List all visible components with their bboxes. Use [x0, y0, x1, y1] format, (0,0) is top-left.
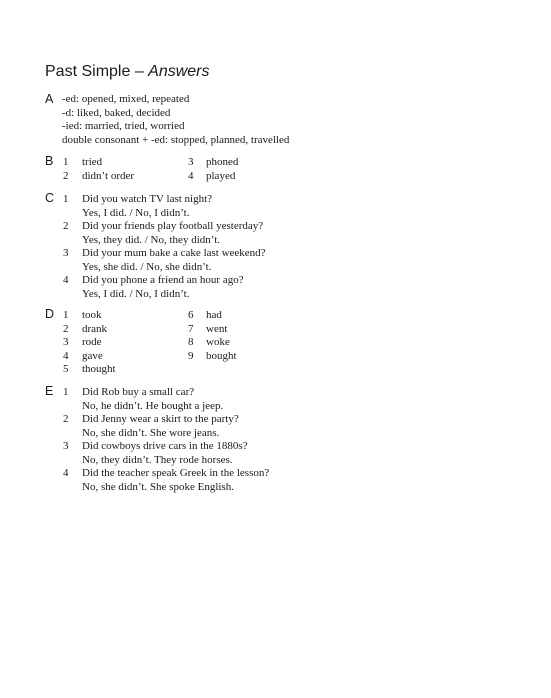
list-item — [45, 247, 525, 274]
question: Did Jenny wear a skirt to the party? — [82, 413, 239, 425]
list-item — [45, 336, 525, 350]
section-d — [45, 308, 525, 376]
section-letter: D — [45, 307, 55, 321]
line: -ied: married, tried, worried — [62, 120, 185, 132]
item-text: phoned — [206, 156, 239, 168]
item-number: 5 — [63, 363, 69, 375]
section-letter: B — [45, 154, 54, 168]
title-emphasis: Answers — [148, 63, 210, 80]
item-number: 2 — [63, 169, 69, 182]
question: Did your mum bake a cake last weekend? — [82, 247, 266, 259]
item-text: took — [82, 309, 102, 321]
list-item — [45, 467, 525, 494]
item-number: 4 — [63, 274, 69, 286]
list-item — [45, 220, 525, 247]
section-c — [45, 192, 525, 300]
item-text: woke — [206, 336, 230, 348]
question: Did Rob buy a small car? — [82, 386, 195, 398]
item-text: went — [206, 322, 228, 335]
list-item — [45, 413, 525, 440]
item-text: gave — [82, 349, 103, 362]
item-number: 1 — [63, 156, 69, 168]
page-title — [45, 63, 210, 81]
item-text: played — [206, 169, 236, 182]
section-b — [45, 155, 525, 185]
item-number: 1 — [63, 193, 69, 205]
question: Did you phone a friend an hour ago? — [82, 274, 244, 286]
item-text: didn’t order — [82, 169, 135, 182]
line: -ed: opened, mixed, repeated — [62, 93, 190, 105]
item-number: 3 — [63, 247, 69, 259]
answer: No, she didn’t. She spoke English. — [82, 480, 234, 493]
answer: Yes, she did. / No, she didn’t. — [82, 260, 212, 273]
list-item — [45, 309, 525, 323]
item-number: 3 — [188, 156, 194, 168]
answer: No, he didn’t. He bought a jeep. — [82, 399, 224, 412]
item-number: 9 — [188, 349, 194, 362]
item-text: rode — [82, 336, 102, 348]
list-item — [45, 274, 525, 301]
item-number: 3 — [63, 336, 69, 348]
item-text: tried — [82, 156, 103, 168]
item-number: 2 — [63, 413, 69, 425]
list-item — [45, 350, 525, 364]
list-item — [45, 363, 525, 377]
item-number: 7 — [188, 322, 194, 335]
item-text: thought — [82, 363, 116, 375]
answer: Yes, I did. / No, I didn’t. — [82, 287, 190, 300]
list-item — [45, 170, 525, 184]
item-number: 1 — [63, 309, 69, 321]
section-letter: C — [45, 191, 55, 205]
item-number: 8 — [188, 336, 194, 348]
answer: No, they didn’t. They rode horses. — [82, 453, 233, 466]
list-item — [45, 193, 525, 220]
item-text: drank — [82, 322, 108, 335]
question: Did you watch TV last night? — [82, 193, 213, 205]
answer: No, she didn’t. She wore jeans. — [82, 426, 220, 439]
section-a — [45, 92, 525, 148]
item-number: 2 — [63, 220, 69, 232]
item-number: 4 — [63, 349, 69, 362]
item-text: had — [206, 309, 222, 321]
title-main: Past Simple – — [45, 63, 149, 80]
item-number: 4 — [63, 467, 69, 479]
section-e — [45, 385, 525, 493]
section-letter: A — [45, 92, 54, 106]
list-item — [45, 323, 525, 337]
answer: Yes, I did. / No, I didn’t. — [82, 206, 190, 219]
line: -d: liked, baked, decided — [62, 106, 171, 119]
list-item — [45, 440, 525, 467]
line: double consonant + -ed: stopped, planned, travelled — [62, 133, 290, 146]
list-item — [45, 156, 525, 170]
item-number: 6 — [188, 309, 194, 321]
item-number: 2 — [63, 322, 69, 335]
item-number: 1 — [63, 386, 69, 398]
list-item — [45, 386, 525, 413]
item-number: 3 — [63, 440, 69, 452]
section-a-lines — [62, 93, 289, 147]
item-text: bought — [206, 349, 237, 362]
item-number: 4 — [188, 169, 194, 182]
answer: Yes, they did. / No, they didn’t. — [82, 233, 221, 246]
question: Did the teacher speak Greek in the lesson? — [82, 467, 270, 479]
question: Did cowboys drive cars in the 1880s? — [82, 440, 248, 452]
section-letter: E — [45, 384, 54, 398]
question: Did your friends play football yesterday? — [82, 220, 264, 232]
